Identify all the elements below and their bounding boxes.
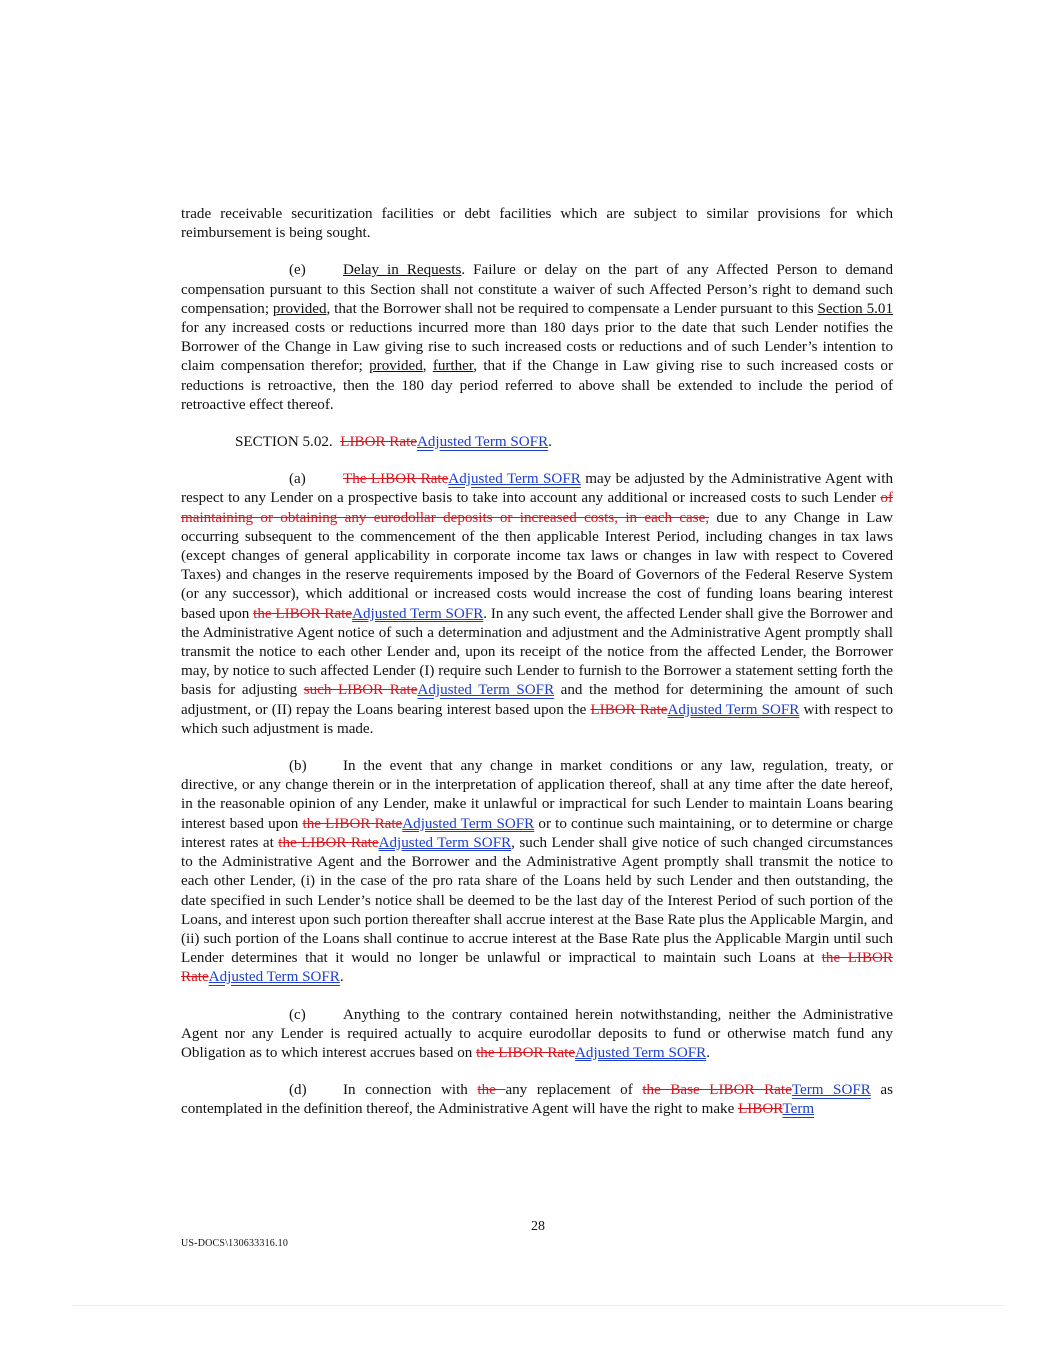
inserted-text: Adjusted Term SOFR	[416, 434, 549, 451]
deleted-text: the LIBOR Rate	[253, 605, 353, 622]
inserted-text: Adjusted Term SOFR	[208, 969, 340, 986]
inserted-text: Term SOFR	[791, 1082, 871, 1099]
inserted-text: Adjusted Term SOFR	[378, 834, 512, 851]
deleted-text: the LIBOR Rate	[181, 950, 893, 986]
deleted-text: of maintaining or obtaining any eurodollar deposits or increased costs, in each case,	[181, 490, 893, 526]
deleted-text: the LIBOR Rate	[302, 815, 403, 832]
deleted-text: such LIBOR Rate	[303, 682, 418, 699]
deleted-text: the Base LIBOR Rate	[642, 1082, 792, 1099]
section-label: SECTION 5.02.	[235, 434, 333, 451]
deleted-text: the	[477, 1082, 506, 1099]
paragraph-number: (e)	[289, 262, 306, 279]
inserted-text: Adjusted Term SOFR	[575, 1044, 707, 1061]
paragraph-e: (e) Delay in Requests. Failure or delay on the part of any Affected Person to demand compensation pursuant to this Section shall not constitute a waiver of such Affected Person’s right to demand such compensation; provided, that the Borrower shall not be required to compensate a Lender pursuant to this Section 5.01 for any increased costs or reductions incurred more than 180 days prior to the date that such Lender notifies the Borrower of the Change in Law giving rise to such increased costs or reductions and of such Lender’s intention to claim compensation therefor; provided, further, that if the Change in Law giving rise to such increased costs or reductions is retroactive, then the 180 day period referred to above shall be extended to include the period of retroactive effect thereof.	[181, 262, 894, 413]
inserted-text: Adjusted Term SOFR	[667, 701, 800, 718]
provided-term: provided	[369, 358, 423, 375]
deleted-text: the LIBOR Rate	[476, 1044, 576, 1061]
further-term: further	[432, 358, 474, 375]
paragraph-c: (c) Anything to the contrary contained herein notwithstanding, neither the Administrative Agent nor any Lender is required actually to acquire eurodollar deposits to fund or otherwise match fund any Obligation as to which interest accrues based on the LIBOR RateAdjusted Term SOFR.	[181, 1006, 893, 1061]
paragraph-number: (c)	[289, 1006, 306, 1023]
section-reference-link[interactable]: Section 5.01	[817, 300, 893, 317]
inserted-text: Adjusted Term SOFR	[352, 605, 484, 622]
paragraph-b: (b) In the event that any change in market conditions or any law, regulation, treaty, or directive, or any change therein or in the interpretation of application thereof, shall at any time after the date hereof, in the reasonable opinion of any Lender, make it unlawful or impractical for such Lender to maintain Loans bearing interest based upon the LIBOR RateAdjusted Term SOFR or to continue such maintaining, or to determine or charge interest rates at the LIBOR RateAdjusted Term SOFR, such Lender shall give notice of such changed circumstances to the Administrative Agent and the Borrower and the Administrative Agent promptly shall transmit the notice to each other Lender, (i) in the case of the pro rata share of the Loans held by such Lender and then outstanding, the date specified in such Lender’s notice shall be deemed to be the last day of the Interest Period of such portion of the Loans, and interest upon such portion thereafter shall accrue interest at the Base Rate plus the Applicable Margin, and (ii) such portion of the Loans shall continue to accrue interest at the Base Rate plus the Applicable Margin until such Lender determines that it would no longer be unlawful or impractical to maintain such Loans at the LIBOR RateAdjusted Term SOFR.	[181, 758, 894, 986]
page-divider	[72, 1305, 1004, 1306]
intro-paragraph: trade receivable securitization facilities or debt facilities which are subject to similar provisions for which reimbursement is being sought.	[181, 206, 893, 242]
page-number: 28	[531, 1219, 545, 1234]
inserted-text: Adjusted Term SOFR	[402, 815, 535, 832]
document-id: US-DOCS\130633316.10	[181, 1238, 289, 1249]
paragraph-d: (d) In connection with the any replacement of the Base LIBOR RateTerm SOFR as contemplated in the definition thereof, the Administrative Agent will have the right to make LIBORTerm	[181, 1082, 893, 1118]
deleted-text: LIBOR Rate	[340, 434, 417, 451]
provided-term: provided	[272, 300, 327, 317]
paragraph-number: (a)	[289, 471, 306, 488]
deleted-text: LIBOR	[738, 1101, 783, 1118]
paragraph-number: (d)	[289, 1082, 307, 1099]
section-heading: SECTION 5.02. LIBOR RateAdjusted Term SOFR.	[235, 434, 552, 451]
paragraph-a: (a) The LIBOR RateAdjusted Term SOFR may be adjusted by the Administrative Agent with respect to any Lender on a prospective basis to take into account any additional or increased costs to such Lender of maintaining or obtaining any eurodollar deposits or increased costs, in each case, due to any Change in Law occurring subsequent to the commencement of the then applicable Interest Period, including changes in tax laws (except changes of general applicability in corporate income tax laws or changes in law with respect to Covered Taxes) and changes in the reserve requirements imposed by the Board of Governors of the Federal Reserve System (or any successor), which additional or increased costs would increase the cost of funding loans bearing interest based upon the LIBOR RateAdjusted Term SOFR. In any such event, the affected Lender shall give the Borrower and the Administrative Agent notice of such a determination and adjustment and the Administrative Agent promptly shall transmit the notice to each other Lender and, upon its receipt of the notice from the affected Lender, the Borrower may, by notice to such affected Lender (I) require such Lender to furnish to the Borrower a statement setting forth the basis for adjusting such LIBOR RateAdjusted Term SOFR and the method for determining the amount of such adjustment, or (II) repay the Loans bearing interest based upon the LIBOR RateAdjusted Term SOFR with respect to which such adjustment is made.	[181, 471, 894, 737]
deleted-text: The LIBOR Rate	[343, 471, 449, 488]
heading-delay-in-requests: Delay in Requests	[343, 262, 462, 279]
paragraph-number: (b)	[289, 758, 307, 775]
inserted-text: Adjusted Term SOFR	[448, 471, 581, 488]
document-page	[181, 205, 893, 1120]
inserted-text: Term	[782, 1101, 815, 1118]
inserted-text: Adjusted Term SOFR	[417, 682, 555, 699]
deleted-text: the LIBOR Rate	[278, 834, 379, 851]
deleted-text: LIBOR Rate	[590, 701, 668, 718]
